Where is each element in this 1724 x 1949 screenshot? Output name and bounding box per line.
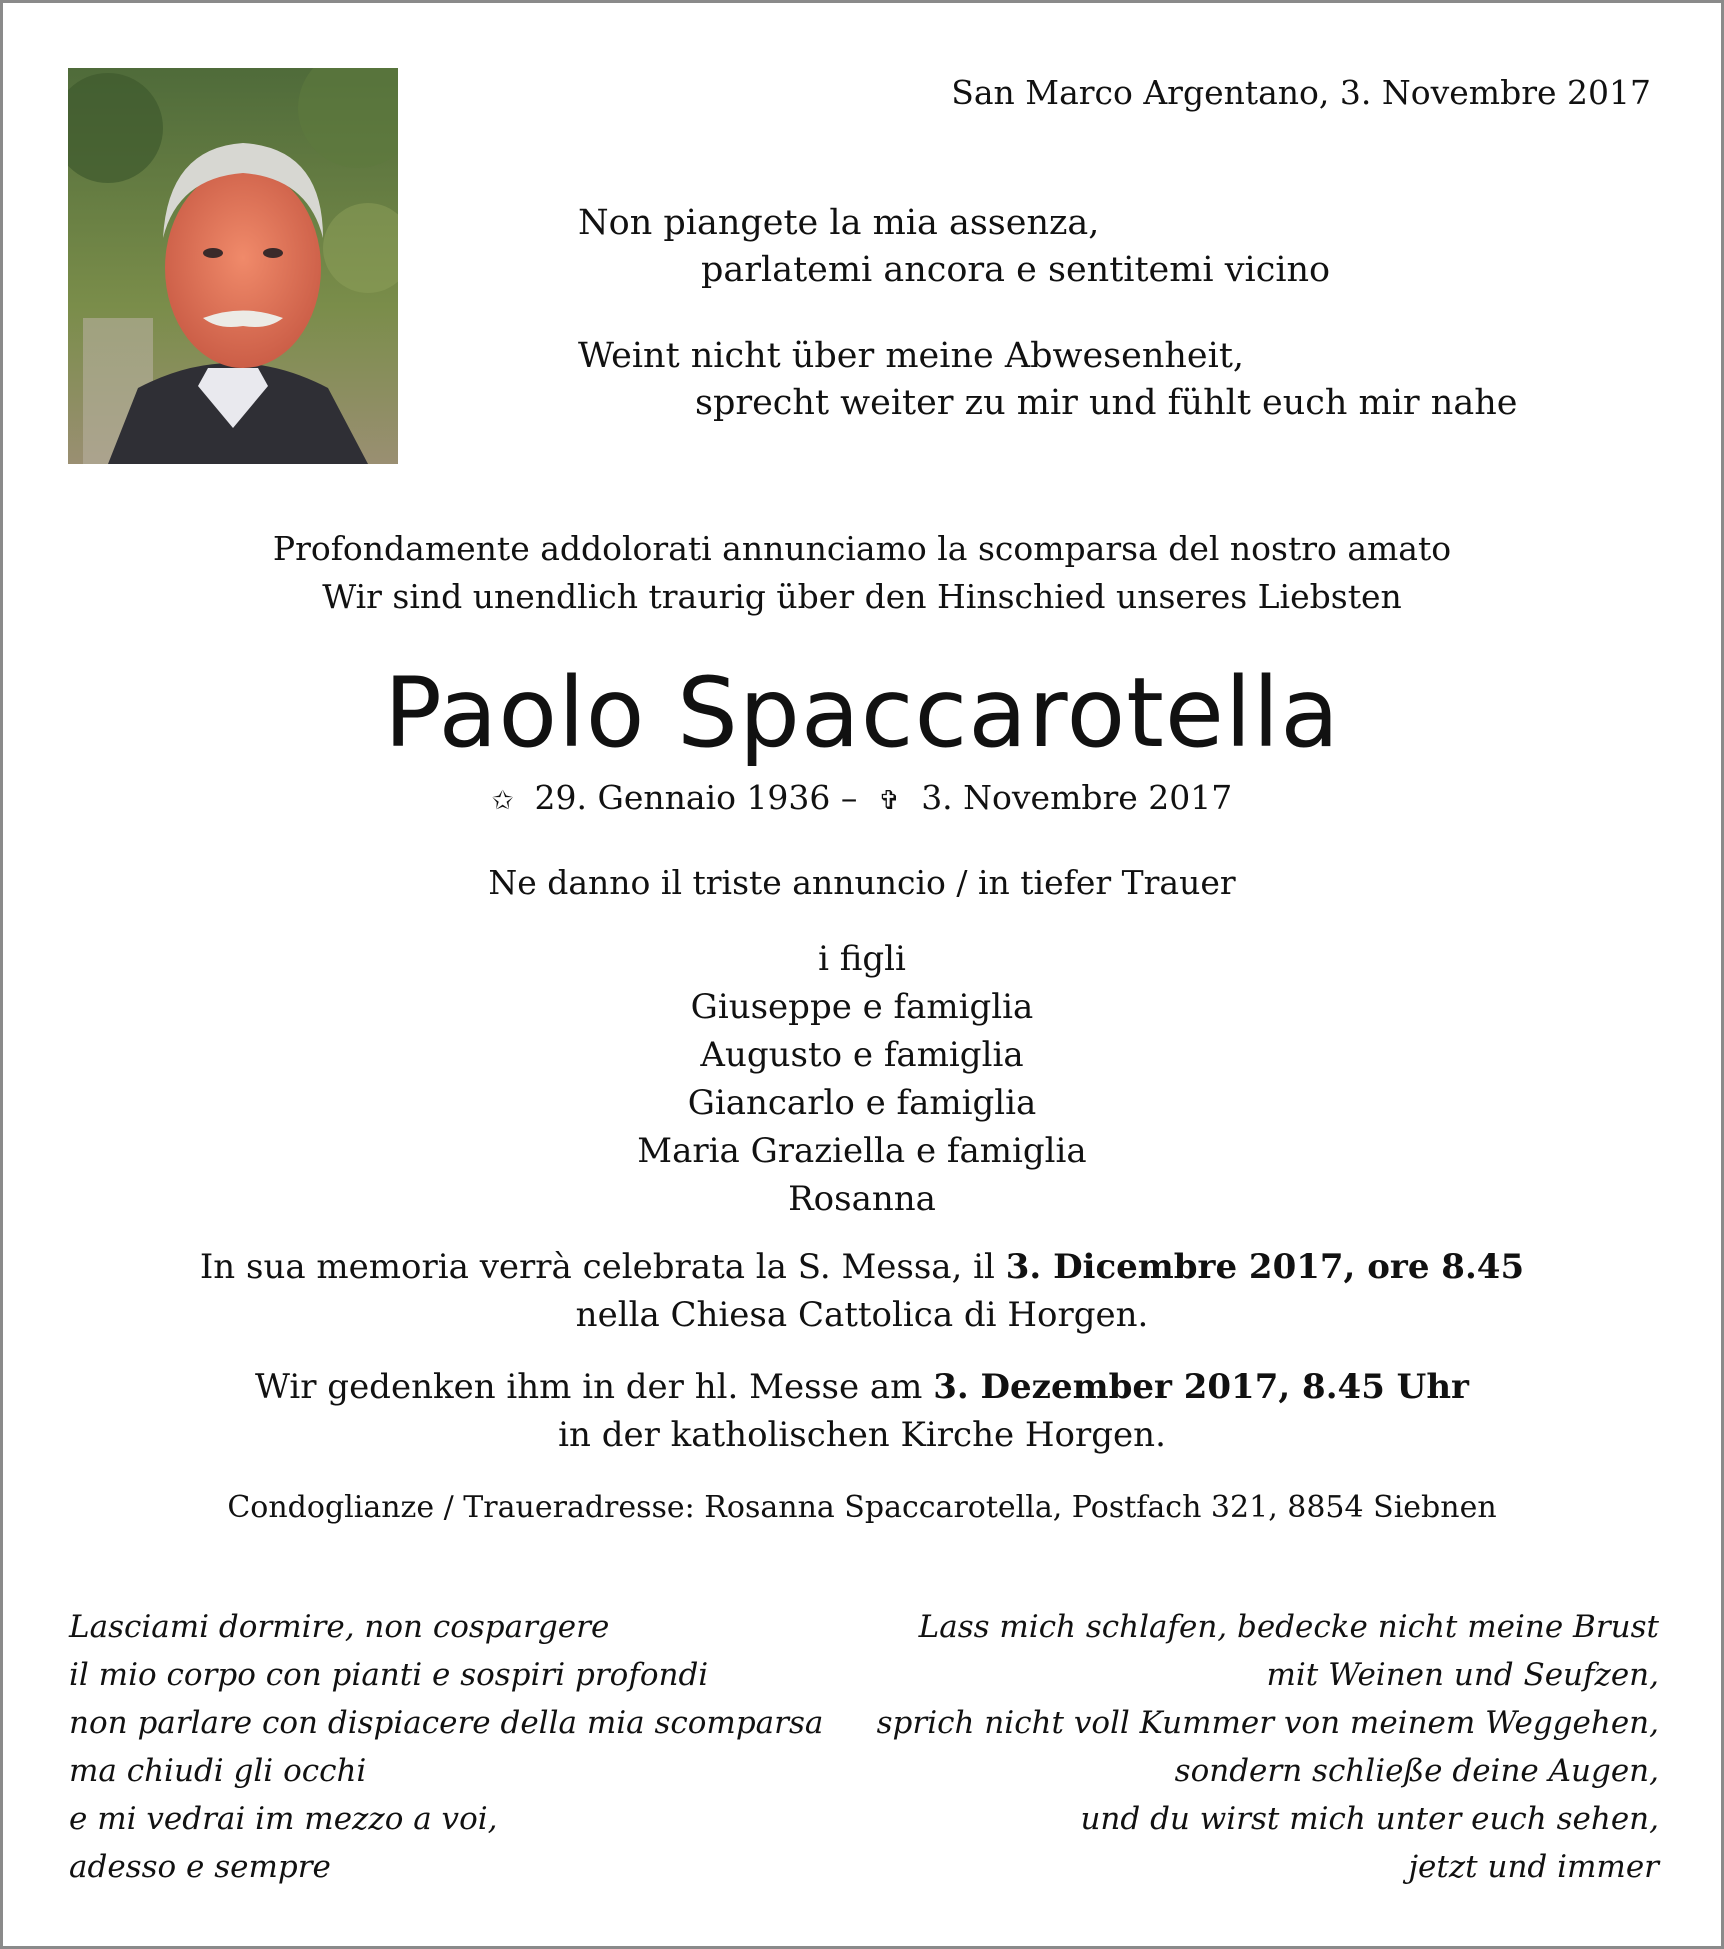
poem-de xyxy=(877,1603,1659,1891)
family-member: i figli xyxy=(818,939,906,979)
poem-it-line: adesso e sempre xyxy=(69,1849,331,1885)
mourners-intro: Ne danno il triste annuncio / in tiefer Trauer xyxy=(488,863,1236,902)
family-member: Giuseppe e famiglia xyxy=(690,987,1034,1027)
announcement-it: Profondamente addolorati annunciamo la scomparsa del nostro amato xyxy=(272,529,1452,568)
family-member: Rosanna xyxy=(788,1179,936,1219)
poem-de-line: und du wirst mich unter euch sehen, xyxy=(1080,1801,1659,1837)
family-member: Maria Graziella e famiglia xyxy=(637,1131,1087,1171)
death-cross-icon: ✞ xyxy=(878,786,901,816)
place-date: San Marco Argentano, 3. Novembre 2017 xyxy=(951,73,1651,112)
mass-it-date: 3. Dicembre 2017, ore 8.45 xyxy=(1005,1247,1525,1287)
verse-de-line-1: Weint nicht über meine Abwesenheit, xyxy=(578,336,1245,376)
poem-de-line: Lass mich schlafen, bedecke nicht meine Brust xyxy=(918,1609,1659,1645)
poem-de-line: sprich nicht voll Kummer von meinem Weggehen, xyxy=(876,1705,1659,1741)
birth-star-icon: ✩ xyxy=(491,786,514,816)
poem-it-line: non parlare con dispiacere della mia scomparsa xyxy=(69,1705,824,1741)
mass-it-prefix: In sua memoria verrà celebrata la S. Messa, il xyxy=(199,1247,1006,1287)
mass-it xyxy=(3,1243,1721,1339)
verse-it-line-1: Non piangete la mia assenza, xyxy=(578,203,1100,243)
mass-de-date: 3. Dezember 2017, 8.45 Uhr xyxy=(933,1367,1469,1407)
poem-it xyxy=(69,1603,823,1891)
mass-de-location: in der katholischen Kirche Horgen. xyxy=(558,1415,1166,1455)
announcement xyxy=(3,525,1721,621)
deceased-name: Paolo Spaccarotella xyxy=(383,657,1341,769)
portrait-photo xyxy=(68,68,398,464)
mass-de xyxy=(3,1363,1721,1459)
birth-date: 29. Gennaio 1936 – xyxy=(534,778,858,817)
verse-de-line-2: sprecht weiter zu mir und fühlt euch mir nahe xyxy=(695,383,1518,423)
poem-de-line: sondern schließe deine Augen, xyxy=(1174,1753,1659,1789)
mass-it-location: nella Chiesa Cattolica di Horgen. xyxy=(575,1295,1149,1335)
poem-it-line: ma chiudi gli occhi xyxy=(69,1753,367,1789)
poem-it-line: il mio corpo con pianti e sospiri profondi xyxy=(69,1657,709,1693)
death-date: 3. Novembre 2017 xyxy=(921,778,1233,817)
life-dates xyxy=(3,778,1721,817)
poem-de-line: mit Weinen und Seufzen, xyxy=(1266,1657,1659,1693)
family-list xyxy=(3,935,1721,1223)
announcement-de: Wir sind unendlich traurig über den Hinschied unseres Liebsten xyxy=(322,577,1402,616)
portrait-illustration xyxy=(68,68,398,464)
verse-it-line-2: parlatemi ancora e sentitemi vicino xyxy=(701,250,1331,290)
poem-it-line: Lasciami dormire, non cospargere xyxy=(69,1609,610,1645)
condolences-address: Condoglianze / Traueradresse: Rosanna Spaccarotella, Postfach 321, 8854 Siebnen xyxy=(227,1490,1497,1525)
family-member: Augusto e famiglia xyxy=(700,1035,1024,1075)
mass-de-prefix: Wir gedenken ihm in der hl. Messe am xyxy=(255,1367,934,1407)
poem-de-line: jetzt und immer xyxy=(1408,1849,1659,1885)
poem-it-line: e mi vedrai im mezzo a voi, xyxy=(69,1801,498,1837)
family-member: Giancarlo e famiglia xyxy=(687,1083,1037,1123)
